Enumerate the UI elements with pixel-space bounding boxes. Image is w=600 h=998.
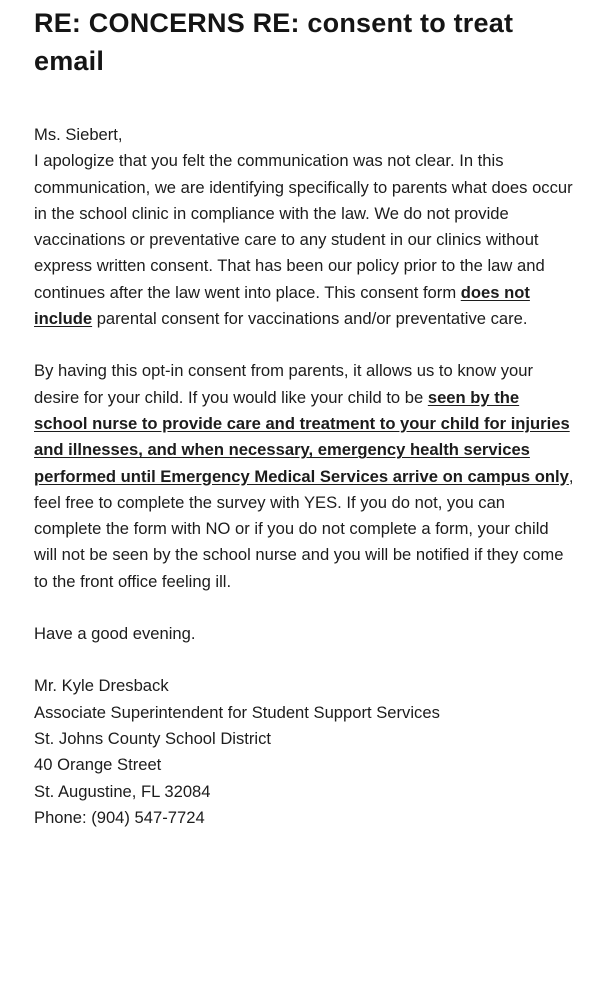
paragraph-1 <box>34 148 576 332</box>
paragraph-1-text-after: parental consent for vaccinations and/or preventative care. <box>92 309 528 329</box>
paragraph-2-emphasis: seen by the school nurse to provide care and treatment to your child for injuries and illnesses, and when necessary, emergency health services performed until Emergency Medical Services arrive on campus only <box>34 387 570 486</box>
signature-city: St. Augustine, FL 32084 <box>34 781 211 801</box>
signature-phone: Phone: (904) 547-7724 <box>34 807 205 827</box>
greeting: Ms. Siebert, <box>34 125 123 144</box>
email-body <box>34 122 576 831</box>
email-subject: RE: CONCERNS RE: consent to treat email <box>34 8 514 76</box>
signature-street: 40 Orange Street <box>34 755 162 775</box>
paragraph-2-text-after: , feel free to complete the survey with YES. If you do not, you can complete the form with NO or if you do not complete a form, your child will not be seen by the school nurse and you will be notified if they come to the front office feeling ill. <box>34 466 574 591</box>
signature-organization: St. Johns County School District <box>34 728 272 748</box>
paragraph-1-text-before: I apologize that you felt the communication was not clear. In this communication, we are identifying specifically to parents what does occur in the school clinic in compliance with the law. We do not provide vaccinations or preventative care to any student in our clinics without express written consent. That has been our policy prior to the law and continues after the law went into place. This consent form <box>34 151 573 302</box>
paragraph-1-emphasis: does not include <box>34 282 530 329</box>
signature-name: Mr. Kyle Dresback <box>34 676 169 696</box>
signature-title: Associate Superintendent for Student Support Services <box>34 702 440 722</box>
signature-block <box>34 673 576 831</box>
paragraph-2-text-before: By having this opt-in consent from parents, it allows us to know your desire for your child. If you would like your child to be <box>34 361 533 407</box>
paragraph-2 <box>34 358 576 595</box>
closing: Have a good evening. <box>34 624 196 644</box>
